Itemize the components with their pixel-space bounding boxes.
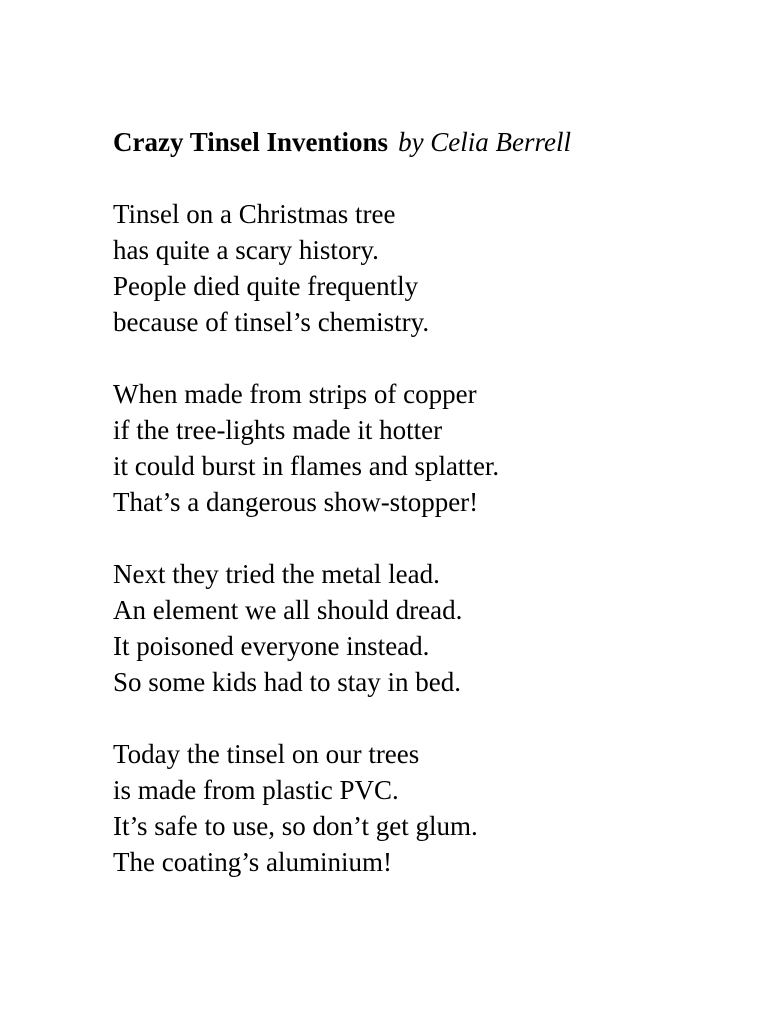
stanza-4 bbox=[113, 736, 733, 880]
poem-line: It’s safe to use, so don’t get glum. bbox=[113, 811, 478, 841]
poem-line: if the tree-lights made it hotter bbox=[113, 415, 443, 445]
poem-line: it could burst in flames and splatter. bbox=[113, 451, 500, 481]
poem-line: Today the tinsel on our trees bbox=[113, 739, 420, 769]
stanza-1 bbox=[113, 196, 733, 340]
poem-title: Crazy Tinsel Inventions bbox=[113, 127, 389, 157]
stanza-2 bbox=[113, 376, 733, 520]
poem-line: It poisoned everyone instead. bbox=[113, 631, 430, 661]
poem-page bbox=[113, 124, 733, 880]
poem-line: The coating’s aluminium! bbox=[113, 847, 392, 877]
poem-line: because of tinsel’s chemistry. bbox=[113, 307, 430, 337]
poem-heading bbox=[113, 124, 733, 160]
poem-line: When made from strips of copper bbox=[113, 379, 477, 409]
poem-line: So some kids had to stay in bed. bbox=[113, 667, 461, 697]
poem-line: has quite a scary history. bbox=[113, 235, 379, 265]
poem-line: An element we all should dread. bbox=[113, 595, 463, 625]
poem-author: by Celia Berrell bbox=[398, 127, 572, 157]
poem-line: Tinsel on a Christmas tree bbox=[113, 199, 396, 229]
poem-line: Next they tried the metal lead. bbox=[113, 559, 440, 589]
poem-line: People died quite frequently bbox=[113, 271, 419, 301]
poem-line: is made from plastic PVC. bbox=[113, 775, 399, 805]
stanza-3 bbox=[113, 556, 733, 700]
poem-line: That’s a dangerous show-stopper! bbox=[113, 487, 479, 517]
